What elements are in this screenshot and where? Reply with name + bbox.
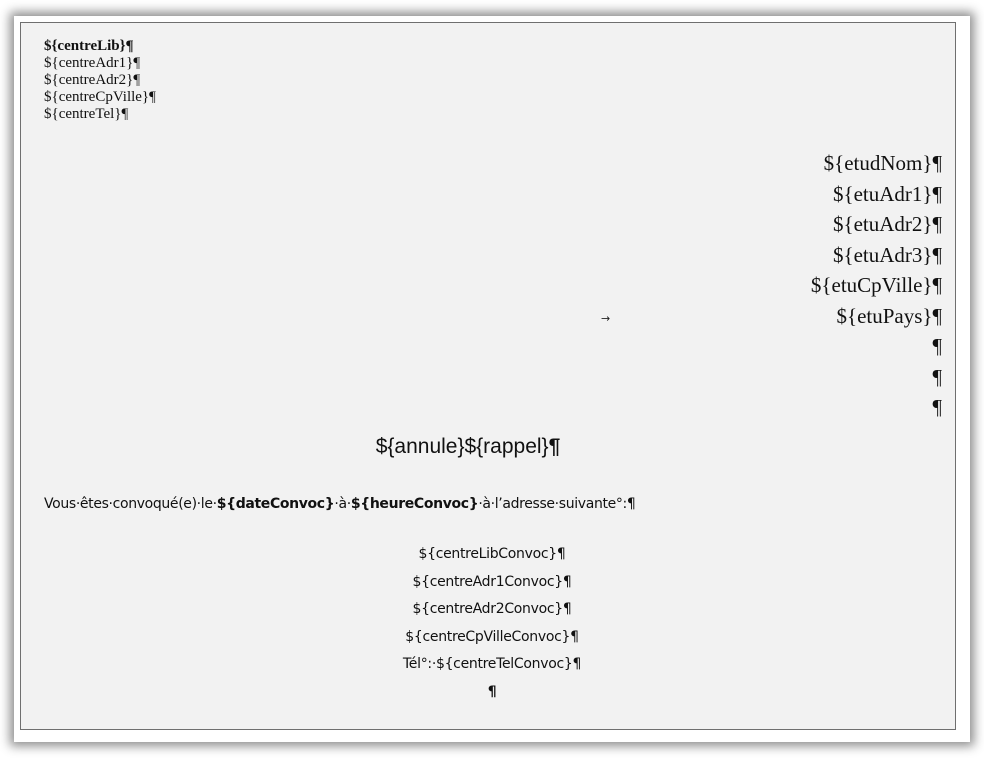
convoc-empty-paragraph: ¶ xyxy=(487,683,497,700)
recipient-line-etu-adr1: ${etuAdr1}¶ xyxy=(833,181,942,206)
sender-line-centre-tel: ${centreTel}¶ xyxy=(44,106,129,122)
heure-convoc-field: ${heureConvoc} xyxy=(350,496,479,512)
recipient-empty-paragraph: ¶ xyxy=(932,364,942,389)
heading-text: ${annule}${rappel} xyxy=(375,435,549,458)
sender-line-centre-adr2: ${centreAdr2}¶ xyxy=(44,72,141,88)
recipient-line-etud-nom: ${etudNom}¶ xyxy=(823,151,942,175)
heading-annule-rappel xyxy=(0,435,984,459)
convocation-sentence: Vous·êtes·convoqué(e)·le·${dateConvoc}·à·${heureConvoc}·à·l’adresse·suivante°:¶ xyxy=(44,496,636,512)
recipient-line-etu-cp-ville: ${etuCpVille}¶ xyxy=(810,273,942,297)
sender-block xyxy=(44,38,156,123)
date-convoc-field: ${dateConvoc} xyxy=(216,496,335,512)
convoc-line-centre-adr2: ${centreAdr2Convoc}¶ xyxy=(412,601,572,617)
convoc-line-centre-lib: ${centreLibConvoc}¶ xyxy=(418,546,566,562)
pilcrow-mark: ¶ xyxy=(548,435,561,458)
recipient-line-etu-pays: ${etuPays}¶ xyxy=(836,303,942,328)
recipient-line-etu-adr2: ${etuAdr2}¶ xyxy=(833,212,942,236)
tab-mark-icon: → xyxy=(601,312,611,325)
convoc-line-centre-adr1: ${centreAdr1Convoc}¶ xyxy=(412,573,572,590)
convoc-line-centre-cp-ville: ${centreCpVilleConvoc}¶ xyxy=(405,628,579,645)
convoc-line-centre-tel: Tél°:·${centreTelConvoc}¶ xyxy=(402,656,582,672)
convocation-address-block xyxy=(0,541,984,706)
recipient-line-etu-adr3: ${etuAdr3}¶ xyxy=(833,242,942,267)
recipient-block xyxy=(811,148,942,423)
sender-line-centre-cp-ville: ${centreCpVille}¶ xyxy=(44,89,156,105)
sender-line-centre-lib: ${centreLib}¶ xyxy=(44,38,134,54)
recipient-empty-paragraph: ¶ xyxy=(932,334,942,358)
recipient-empty-paragraph: ¶ xyxy=(932,395,942,419)
sender-line-centre-adr1: ${centreAdr1}¶ xyxy=(44,55,141,71)
